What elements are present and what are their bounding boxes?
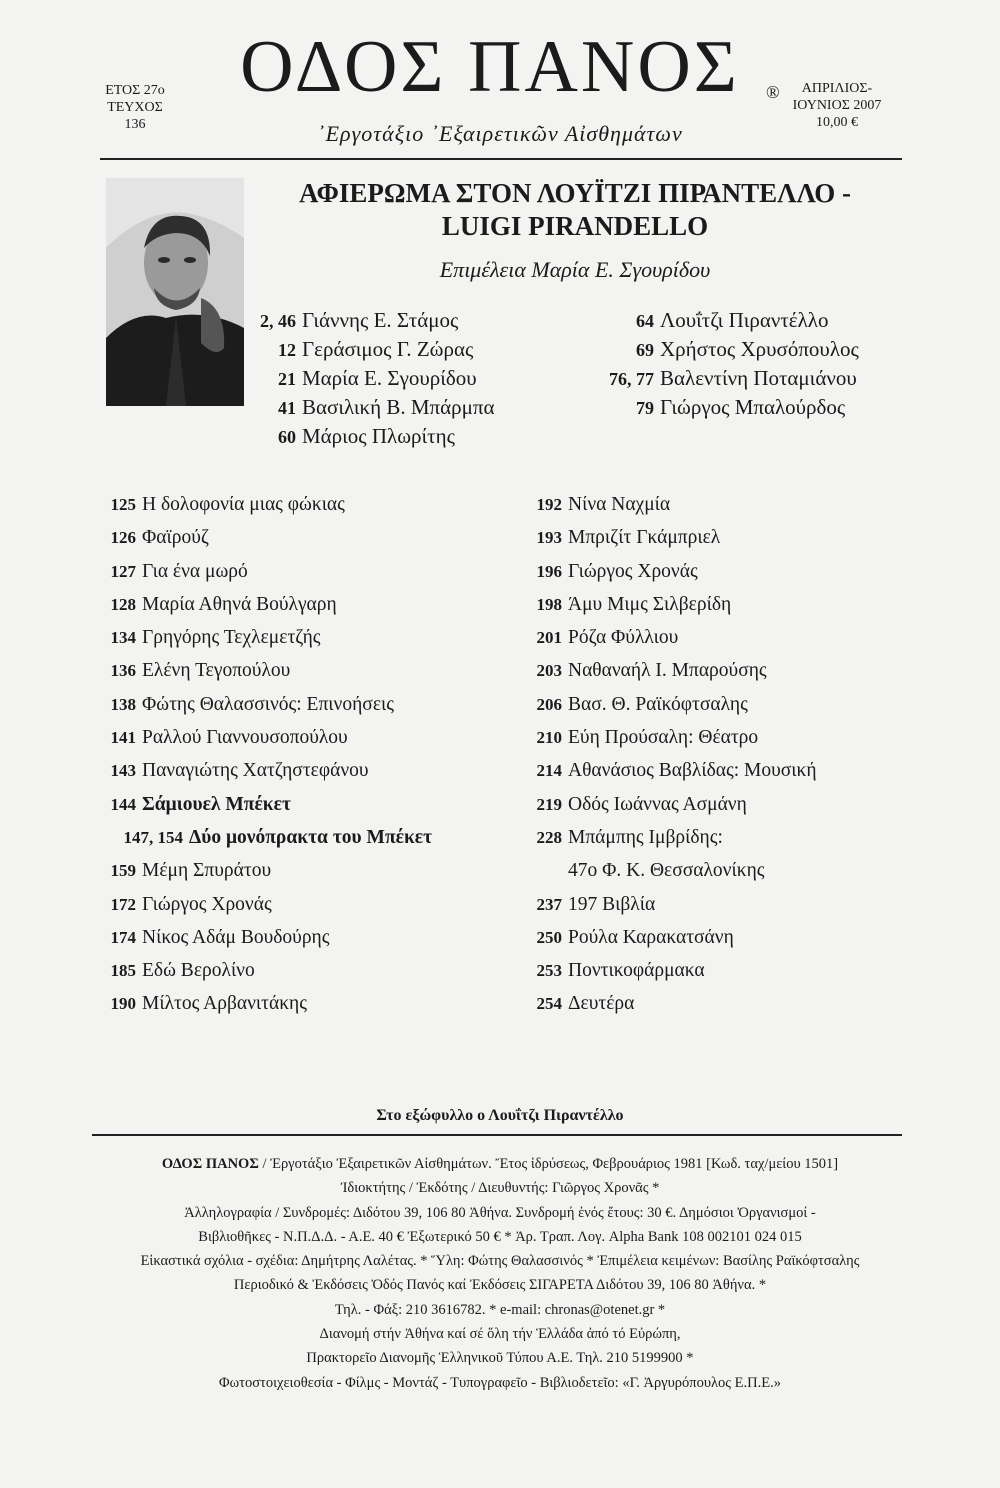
colophon-line: Εἰκαστικά σχόλια - σχέδια: Δημήτρης Λαλέτας. * Ὕλη: Φώτης Θαλασσινός * Ἐπιμέλεια κειμένων: Βασίλης Ραϊκόφτσαλης	[140, 1253, 860, 1270]
toc-row	[96, 555, 432, 588]
contributors-left	[234, 306, 495, 451]
toc-row	[96, 588, 432, 621]
colophon-line1-text: / Ἐργοτάξιο Ἐξαιρετικῶν Αἰσθημάτων. Ἔτος ἱδρύσεως, Φεβρουάριος 1981 [Κωδ. ταχ/μείου 1501]	[258, 1156, 839, 1172]
toc-row	[96, 488, 432, 521]
contributor-row	[234, 393, 495, 422]
colophon-line: Ἰδιοκτήτης / Ἐκδότης / Διευθυντής: Γιῶργος Χρονᾶς *	[340, 1180, 660, 1197]
colophon-line: Βιβλιοθῆκες - Ν.Π.Δ.Δ. - Α.Ε. 40 € Ἐξωτερικό 50 € * Ἀρ. Τραπ. Λογ. Alpha Bank 108 002101 024 015	[198, 1228, 802, 1245]
contributor-row	[234, 306, 495, 335]
contributor-row	[592, 364, 859, 393]
page-number: 127	[110, 561, 136, 581]
page-number: 141	[110, 728, 136, 748]
toc-row	[96, 621, 432, 654]
toc-row	[96, 987, 432, 1020]
toc-entry: Νίκος Αδάμ Βουδούρης	[142, 926, 330, 948]
toc-row	[524, 555, 817, 588]
page-number: 206	[536, 694, 562, 714]
contributor-name: Βαλεντίνη Ποταμιάνου	[660, 366, 857, 390]
page-number: 250	[536, 927, 562, 947]
feature-title-line2: LUIGI PIRANDELLO	[441, 211, 709, 241]
page-number: 196	[536, 561, 562, 581]
toc-row	[96, 754, 432, 787]
contributor-row	[234, 335, 495, 364]
masthead-subtitle: ᾿Εργοτάξιο ᾿Εξαιρετικῶν Αἰσθημάτων	[317, 121, 683, 146]
page-number: 60	[278, 427, 296, 447]
toc-row	[524, 688, 817, 721]
contributor-name: Χρήστος Χρυσόπουλος	[660, 337, 859, 361]
toc-entry: Ρούλα Καρακατσάνη	[568, 926, 734, 948]
colophon-line: Ἀλληλογραφία / Συνδρομές: Διδότου 39, 106 80 Ἀθήνα. Συνδρομή ἑνός ἔτους: 30 €. Δημόσιοι Ὀργανισμοί -	[184, 1204, 816, 1221]
cover-note: Στο εξώφυλλο ο Λουΐτζι Πιραντέλλο	[376, 1107, 624, 1124]
toc-entry: Μπριζίτ Γκάμπριελ	[568, 527, 721, 549]
toc-row	[524, 654, 817, 687]
feature-title	[255, 177, 895, 243]
toc-left	[96, 488, 432, 1021]
contributor-row	[592, 393, 859, 422]
page-number: 190	[110, 994, 136, 1014]
contributor-name: Λουΐτζι Πιραντέλλο	[660, 308, 829, 332]
toc-entry: Σάμιουελ Μπέκετ	[142, 793, 291, 815]
toc-entry: Βασ. Θ. Ραϊκόφτσαλης	[568, 693, 748, 715]
toc-row	[96, 688, 432, 721]
issue-info	[92, 82, 178, 133]
contributor-row	[592, 335, 859, 364]
colophon	[60, 1152, 940, 1395]
page-number: 174	[110, 927, 136, 947]
toc-row	[524, 987, 817, 1020]
page-number: 237	[536, 894, 562, 914]
toc-entry: Γρηγόρης Τεχλεμετζής	[142, 627, 321, 649]
contributor-row	[234, 364, 495, 393]
toc-row	[96, 654, 432, 687]
colophon-brand: ΟΔΟΣ ΠΑΝΟΣ	[161, 1156, 259, 1172]
toc-row	[524, 488, 817, 521]
toc-entry: Ραλλού Γιαννουσοπούλου	[142, 727, 348, 749]
toc-entry: Δύο μονόπρακτα του Μπέκετ	[189, 826, 433, 848]
colophon-line: Φωτοστοιχειοθεσία - Φίλμς - Μοντάζ - Τυπογραφεῖο - Βιβλιοδετεῖο: «Γ. Ἀργυρόπουλος Ε.Π.Ε.»	[219, 1374, 781, 1391]
page-number: 198	[536, 594, 562, 614]
toc-entry: Γιώργος Χρονάς	[142, 893, 272, 915]
page-number: 254	[536, 994, 562, 1014]
toc-right	[524, 488, 817, 1021]
masthead-title: ΟΔΟΣ ΠΑΝΟΣ	[240, 26, 740, 108]
toc-row	[96, 788, 432, 821]
toc-row	[96, 888, 432, 921]
page-number: 210	[536, 728, 562, 748]
toc-entry: Εύη Προύσαλη: Θέατρο	[568, 727, 759, 749]
toc-entry: Παναγιώτης Χατζηστεφάνου	[142, 760, 369, 782]
page-number: 134	[110, 628, 136, 648]
toc-entry: Φώτης Θαλασσινός: Επινοήσεις	[142, 693, 394, 715]
page-number: 201	[536, 628, 562, 648]
toc-row	[96, 721, 432, 754]
toc-row	[524, 788, 817, 821]
contributor-name: Βασιλική Β. Μπάρμπα	[302, 395, 495, 419]
page-number: 219	[536, 794, 562, 814]
colophon-rule	[92, 1134, 902, 1136]
colophon-line: Διανομή στήν Ἀθήνα καί σέ ὅλη τήν Ἑλλάδα ἀπό τό Εὐρώπη,	[319, 1326, 681, 1343]
toc-row	[524, 521, 817, 554]
page-number: 21	[278, 369, 296, 389]
page-number: 138	[110, 694, 136, 714]
toc-row	[96, 821, 432, 854]
issue-date-price	[782, 80, 892, 131]
page-number: 69	[636, 340, 654, 360]
toc-entry: 197 Βιβλία	[568, 893, 656, 915]
page-number: 125	[110, 495, 136, 514]
toc-row	[524, 821, 817, 854]
colophon-line	[60, 1152, 940, 1176]
contributor-name: Γεράσιμος Γ. Ζώρας	[302, 337, 474, 361]
page-number: 12	[278, 340, 296, 360]
page-number: 126	[110, 528, 136, 548]
contributor-name: Μαρία Ε. Σγουρίδου	[302, 366, 477, 390]
page-number: 192	[536, 495, 562, 514]
contributor-row	[592, 306, 859, 335]
toc-entry: Οδός Ιωάννας Ασμάνη	[568, 793, 747, 815]
toc-row	[96, 921, 432, 954]
issue-number: 136	[124, 117, 146, 132]
toc-row	[524, 721, 817, 754]
contributor-name: Γιώργος Μπαλούρδος	[660, 395, 846, 419]
toc-entry: Μίλτος Αρβανιτάκης	[142, 993, 307, 1015]
toc-entry: Μαρία Αθηνά Βούλγαρη	[142, 593, 337, 615]
page-number: 193	[536, 528, 562, 548]
toc-row	[524, 854, 817, 887]
toc-row	[524, 588, 817, 621]
portrait-silhouette	[106, 178, 244, 406]
toc-row	[524, 888, 817, 921]
toc-entry: Άμυ Μιμς Σιλβερίδη	[568, 593, 732, 615]
colophon-line: Πρακτορεῖο Διανομῆς Ἑλληνικοῦ Τύπου Α.Ε. Τηλ. 210 5199900 *	[306, 1350, 694, 1367]
toc-row	[96, 521, 432, 554]
issue-months-year: ΙΟΥΝΙΟΣ 2007	[792, 98, 882, 113]
page-number: 79	[636, 398, 654, 418]
page-number: 159	[110, 861, 136, 881]
toc-entry: Ναθαναήλ Ι. Μπαρούσης	[568, 660, 767, 682]
toc-entry: Νίνα Ναχμία	[568, 494, 671, 515]
page-number: 64	[636, 311, 654, 331]
page-number: 253	[536, 961, 562, 981]
colophon-line: Τηλ. - Φάξ: 210 3616782. * e-mail: chronas@otenet.gr *	[334, 1301, 666, 1318]
page-number: 136	[110, 661, 136, 681]
toc-entry: Ποντικοφάρμακα	[568, 960, 705, 982]
page-number: 228	[536, 827, 562, 847]
page-number: 128	[110, 594, 136, 614]
page-number: 147, 154	[123, 827, 183, 847]
toc-entry: Δευτέρα	[568, 993, 635, 1015]
page-number: 2, 46	[260, 311, 296, 331]
toc-entry: Ρόζα Φύλλιου	[568, 627, 679, 649]
page-number: 143	[110, 761, 136, 781]
toc-entry: Γιώργος Χρονάς	[568, 560, 698, 582]
feature-editor: Επιμέλεια Μαρία Ε. Σγουρίδου	[439, 257, 711, 282]
page-number: 144	[110, 794, 136, 814]
toc-entry: 47ο Φ. Κ. Θεσσαλονίκης	[568, 860, 765, 882]
toc-row	[524, 621, 817, 654]
contributor-row	[234, 422, 495, 451]
toc-row	[524, 921, 817, 954]
issue-months: ΑΠΡΙΛΙΟΣ-	[801, 81, 873, 96]
registered-mark: ®	[766, 82, 780, 102]
toc-entry: Μέμη Σπυράτου	[142, 860, 272, 882]
page-number: 214	[536, 761, 562, 781]
page-number: 203	[536, 661, 562, 681]
feature-title-line1: ΑΦΙΕΡΩΜΑ ΣΤΟΝ ΛΟΥΪΤΖΙ ΠΙΡΑΝΤΕΛΛΟ -	[298, 178, 851, 208]
toc-entry: Μπάμπης Ιμβρίδης:	[568, 826, 723, 848]
toc-entry: Η δολοφονία μιας φώκιας	[142, 494, 345, 515]
contributor-name: Γιάννης Ε. Στάμος	[302, 308, 459, 332]
page-number: 172	[110, 894, 136, 914]
toc-entry: Εδώ Βερολίνο	[142, 960, 255, 982]
toc-row	[96, 854, 432, 887]
toc-entry: Αθανάσιος Βαβλίδας: Μουσική	[568, 760, 817, 782]
toc-row	[524, 754, 817, 787]
year-label: ΕΤΟΣ 27ο	[105, 83, 165, 98]
header-rule	[100, 158, 902, 160]
pirandello-photo	[106, 178, 244, 406]
toc-row	[96, 954, 432, 987]
page-number: 76, 77	[609, 369, 654, 389]
toc-entry: Ελένη Τεγοπούλου	[142, 660, 291, 682]
toc-entry: Για ένα μωρό	[142, 560, 248, 582]
contributor-name: Μάριος Πλωρίτης	[302, 424, 455, 448]
toc-row	[524, 954, 817, 987]
toc-entry: Φαϊρούζ	[142, 527, 209, 549]
issue-price: 10,00 €	[816, 115, 858, 130]
page-number: 41	[278, 398, 296, 418]
colophon-line: Περιοδικό & Ἐκδόσεις Ὁδός Πανός καί Ἐκδόσεις ΣΙΓΑΡΕΤΑ Διδότου 39, 106 80 Ἀθήνα. *	[233, 1277, 767, 1294]
contributors-right	[592, 306, 859, 422]
page-number: 185	[110, 961, 136, 981]
issue-label: ΤΕΥΧΟΣ	[107, 100, 163, 115]
